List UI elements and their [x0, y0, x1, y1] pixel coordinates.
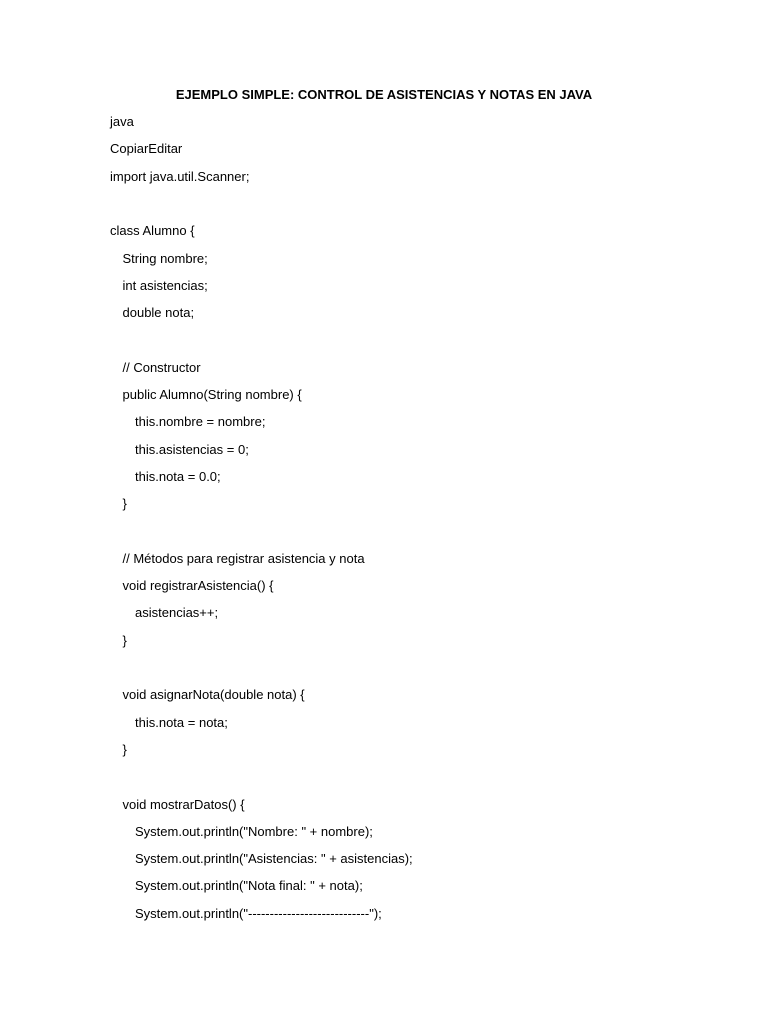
code-line: // Constructor [122, 359, 201, 375]
code-line: void registrarAsistencia() { [122, 578, 274, 594]
code-line: asistencias++; [135, 605, 219, 621]
code-line: this.nombre = nombre; [135, 414, 266, 430]
code-line: System.out.println("----------------------------"); [135, 905, 382, 921]
code-line: java [110, 114, 134, 129]
document-title: EJEMPLO SIMPLE: CONTROL DE ASISTENCIAS Y NOTAS EN JAVA [175, 87, 593, 102]
code-line: } [122, 632, 127, 648]
code-line: double nota; [122, 305, 195, 321]
code-line: System.out.println("Nota final: " + nota); [135, 878, 363, 894]
code-line: public Alumno(String nombre) { [122, 387, 302, 402]
code-line: void mostrarDatos() { [122, 796, 245, 812]
code-line: System.out.println("Nombre: " + nombre); [135, 823, 373, 839]
code-line: import java.util.Scanner; [110, 168, 250, 184]
code-line: this.nota = nota; [135, 714, 228, 730]
code-line: this.asistencias = 0; [135, 441, 249, 457]
code-line: void asignarNota(double nota) { [122, 687, 305, 703]
code-line: // Métodos para registrar asistencia y nota [122, 550, 365, 566]
code-line: System.out.println("Asistencias: " + asistencias); [135, 851, 413, 867]
code-line: class Alumno { [110, 223, 195, 239]
code-line: } [122, 741, 127, 757]
code-line: CopiarEditar [110, 141, 183, 157]
code-line: } [122, 496, 127, 512]
code-line: String nombre; [122, 250, 208, 266]
code-line: int asistencias; [122, 277, 208, 293]
code-line: this.nota = 0.0; [135, 468, 221, 484]
